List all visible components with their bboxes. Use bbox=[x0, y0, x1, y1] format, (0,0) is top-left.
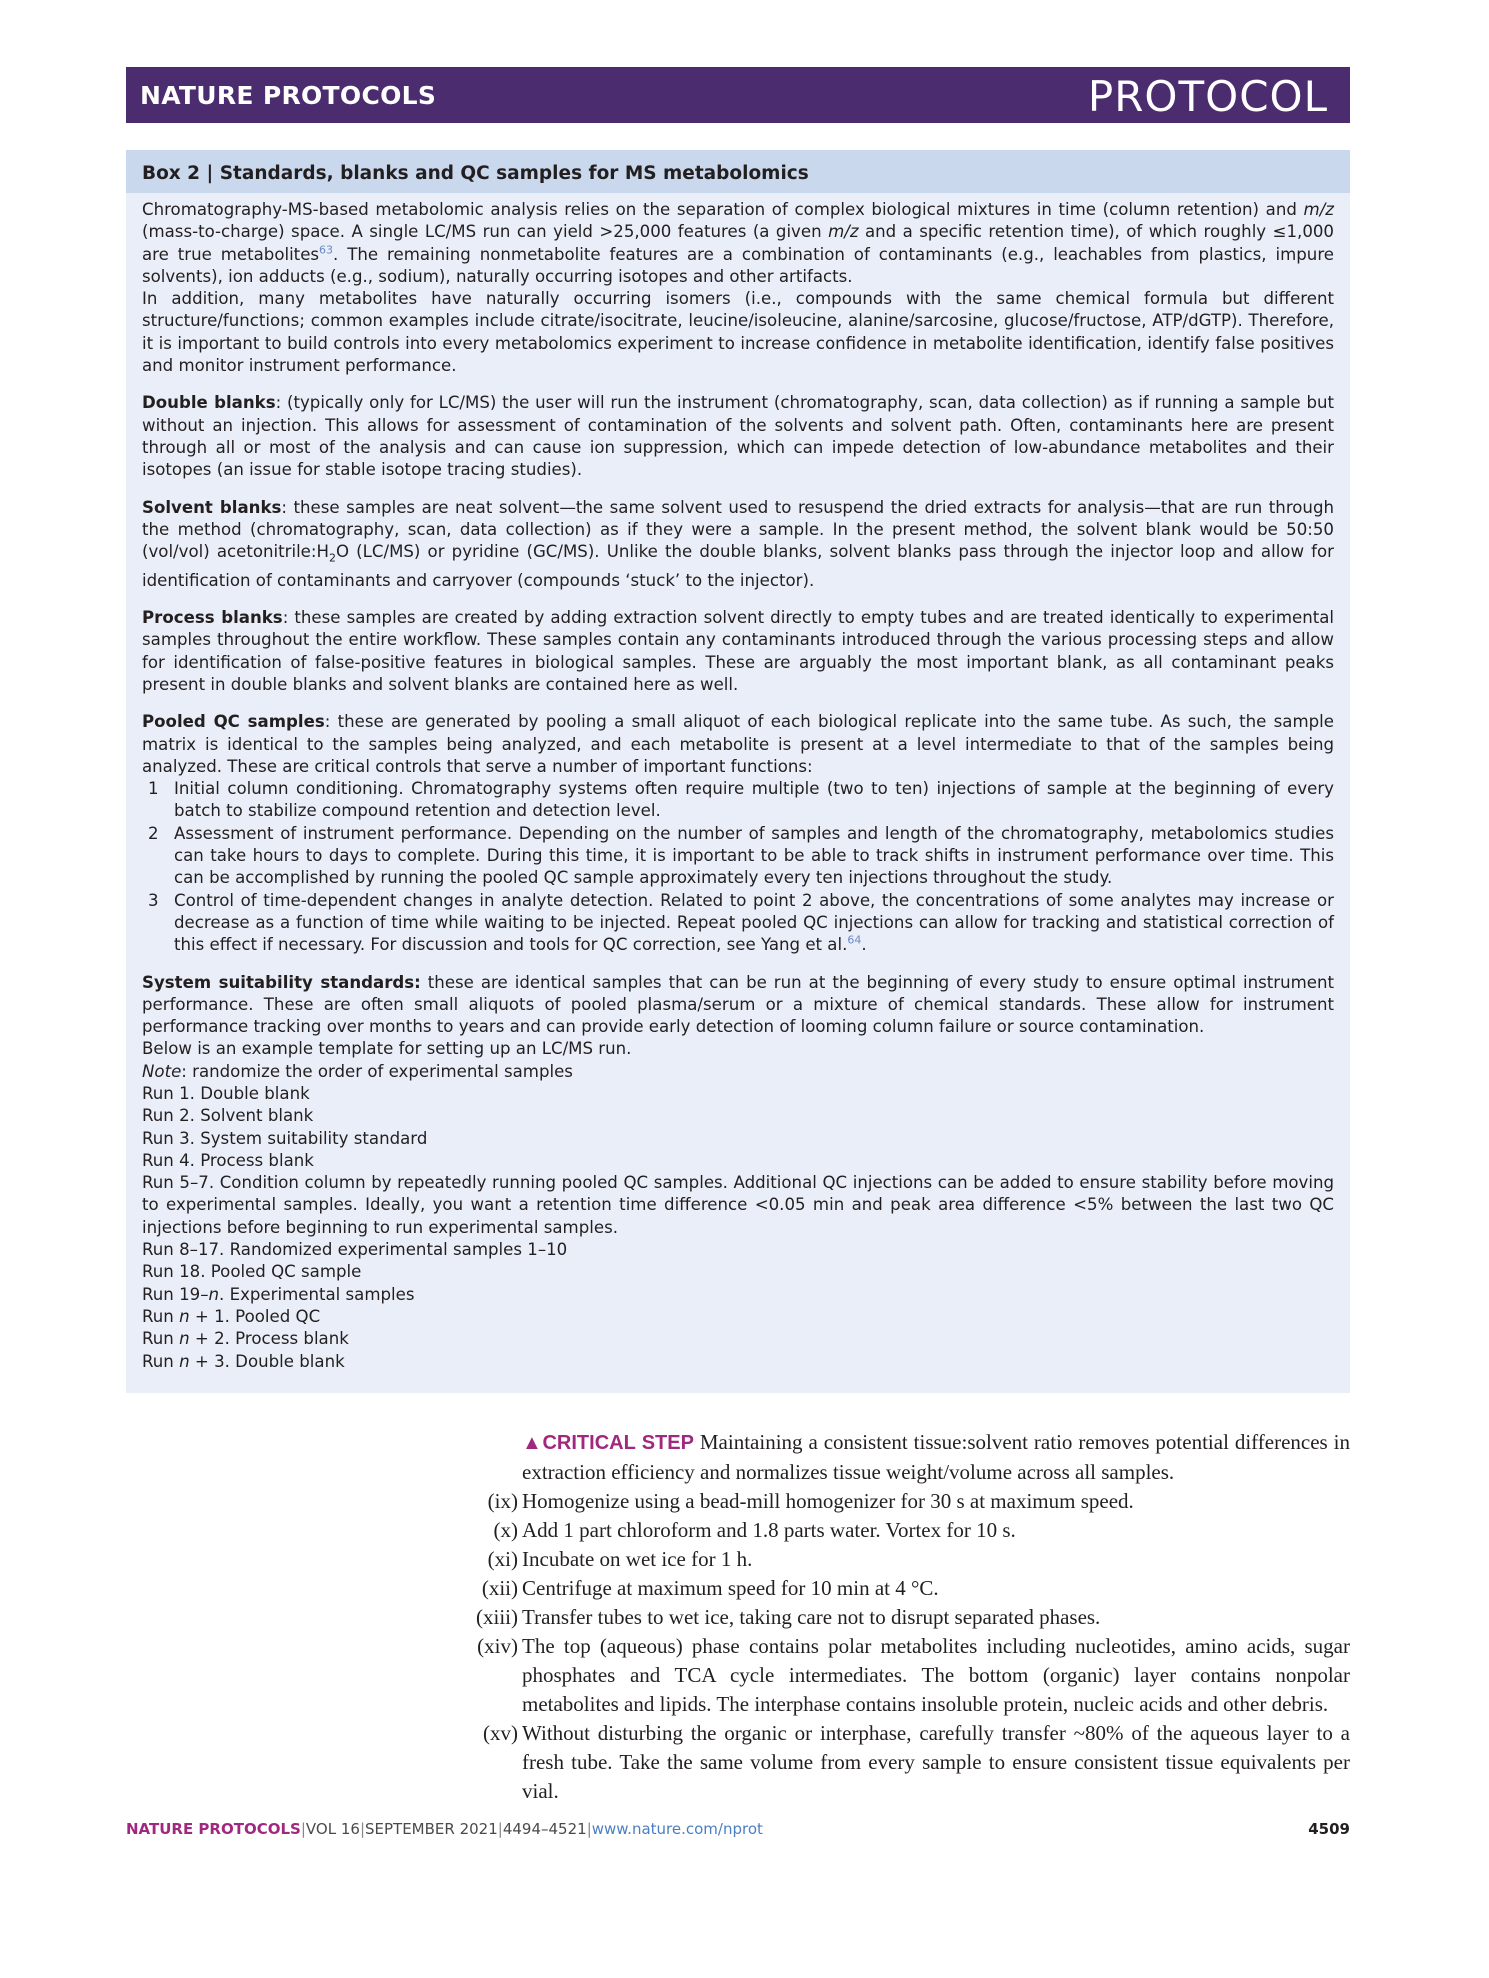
list-item: 2 Assessment of instrument performance. Depending on the number of samples and length of the chromatography, metabolomics studies can take hours to days to complete. During this time, it is important to be able to track shifts in instrument performance over time. This can be accomplished by running the pooled QC sample approximately every ten injections throughout the study. bbox=[148, 823, 1334, 888]
intro-paragraph-2: In addition, many metabolites have naturally occurring isomers (i.e., compounds with the same chemical formula but different structure/functions; common examples include citrate/isocitrate, leucine/isoleucine, alanine/sarcosine, glucose/fructose, ATP/dGTP). Therefore, it is important to build controls into every metabolomics experiment to increase confidence in metabolite identification, identify false positives and monitor instrument performance. bbox=[142, 289, 1334, 376]
reference-link[interactable]: 64 bbox=[847, 933, 862, 947]
box-content bbox=[126, 193, 1350, 1373]
box-2 bbox=[126, 150, 1350, 1393]
footer-journal: NATURE PROTOCOLS bbox=[126, 1820, 301, 1838]
journal-name: NATURE PROTOCOLS bbox=[140, 81, 437, 110]
run-item: Run n + 3. Double blank bbox=[142, 1351, 345, 1371]
intro-paragraph-1: Chromatography-MS-based metabolomic analysis relies on the separation of complex biological mixtures in time (column retention) and m/z (mass-to-charge) space. A single LC/MS run can yield >25,000 features (a given m/z and a specific retention time), of which roughly ≤1,000 are true metabolites$^{63}$. The remaining nonmetabolite features are a combination of contaminants (e.g., leachables from plastics, impure solvents), ion adducts (e.g., sodium), naturally occurring isotopes and other artifacts. bbox=[142, 200, 1334, 286]
triangle-icon: ▲ bbox=[522, 1432, 543, 1454]
footer-date: SEPTEMBER 2021 bbox=[365, 1820, 498, 1838]
run-item: Run n + 2. Process blank bbox=[142, 1329, 349, 1349]
process-blanks-paragraph: Process blanks: these samples are created by adding extraction solvent directly to empty tubes and are treated identically to experimental samples throughout the entire workflow. These samples contain any contaminants introduced through the various processing steps and allow for identification of false-positive features in biological samples. These are arguably the most important blank, as all contaminant peaks present in double blanks and solvent blanks are contained here as well. bbox=[142, 608, 1334, 694]
page-number: 4509 bbox=[1308, 1820, 1350, 1838]
run-item: Run n + 1. Pooled QC bbox=[142, 1306, 321, 1326]
list-item: 3 Control of time-dependent changes in analyte detection. Related to point 2 above, the concentrations of some analytes may increase or decrease as a function of time while waiting to be injected. Repeat pooled QC injections can allow for tracking and statistical correction of this effect if necessary. For discussion and tools for QC correction, see Yang et al.$^{64}$. bbox=[148, 890, 1334, 955]
template-intro: Below is an example template for setting up an LC/MS run. bbox=[142, 1039, 632, 1059]
footer-pages: 4494–4521 bbox=[502, 1820, 587, 1838]
run-item: Run 8–17. Randomized experimental samples 1–10 bbox=[142, 1240, 568, 1260]
run-item: Run 19–n. Experimental samples bbox=[142, 1284, 415, 1304]
box-title: Box 2 | Standards, blanks and QC samples for MS metabolomics bbox=[126, 150, 1350, 193]
system-suitability-paragraph: System suitability standards: these are identical samples that can be run at the beginning of every study to ensure optimal instrument performance. These are often small aliquots of pooled plasma/serum or a mixture of chemical standards. These allow for instrument performance tracking over months to years and can provide early detection of looming column failure or source contamination. bbox=[142, 972, 1334, 1037]
run-item: Run 4. Process blank bbox=[142, 1150, 314, 1170]
article-type: PROTOCOL bbox=[1087, 72, 1328, 121]
procedure-step: (xiii) Transfer tubes to wet ice, taking care not to disrupt separated phases. bbox=[476, 1605, 1101, 1629]
list-item: 1 Initial column conditioning. Chromatography systems often require multiple (two to ten) injections of sample at the beginning of every batch to stabilize compound retention and detection level. bbox=[148, 779, 1334, 821]
procedure-step: (ix) Homogenize using a bead-mill homogenizer for 30 s at maximum speed. bbox=[487, 1489, 1134, 1513]
run-list bbox=[142, 1083, 1334, 1373]
pooled-qc-list bbox=[142, 778, 1334, 956]
journal-header bbox=[126, 67, 1350, 123]
run-item: Run 1. Double blank bbox=[142, 1084, 310, 1103]
double-blanks-paragraph: Double blanks: (typically only for LC/MS) the user will run the instrument (chromatography, scan, data collection) as if running a sample but without an injection. This allows for assessment of contamination of the solvents and solvent path. Often, contaminants here are present through all or most of the analysis and can cause ion suppression, which can impede detection of low-abundance metabolites and their isotopes (an issue for stable isotope tracing studies). bbox=[142, 393, 1335, 480]
template-note: Note: randomize the order of experimental samples bbox=[142, 1061, 573, 1081]
pooled-qc-paragraph: Pooled QC samples: these are generated by pooling a small aliquot of each biological replicate into the same tube. As such, the sample matrix is identical to the samples being analyzed, and each metabolite is present at a level intermediate to that of the samples being analyzed. These are critical controls that serve a number of important functions: bbox=[142, 712, 1334, 776]
run-item: Run 5–7. Condition column by repeatedly running pooled QC samples. Additional QC injections can be added to ensure stability before moving to experimental samples. Ideally, you want a retention time difference <0.05 min and peak area difference <5% between the last two QC injections before beginning to run experimental samples. bbox=[142, 1173, 1334, 1237]
footer-volume: VOL 16 bbox=[305, 1820, 360, 1838]
procedure-step: (xv) Without disturbing the organic or interphase, carefully transfer ~80% of the aqueous layer to a fresh tube. Take the same volume from every sample to ensure consistent tissue equivalents per vial. bbox=[483, 1721, 1350, 1803]
procedure-steps bbox=[462, 1428, 1350, 1806]
critical-step-note: ▲CRITICAL STEP Maintaining a consistent tissue:solvent ratio removes potential differences in extraction efficiency and normalizes tissue weight/volume across all samples. bbox=[522, 1430, 1350, 1484]
run-item: Run 18. Pooled QC sample bbox=[142, 1262, 362, 1282]
procedure-step: (xiv) The top (aqueous) phase contains polar metabolites including nucleotides, amino acids, sugar phosphates and TCA cycle intermediates. The bottom (organic) layer contains nonpolar metabolites and lipids. The interphase contains insoluble protein, nucleic acids and other debris. bbox=[477, 1634, 1350, 1716]
page-footer: NATURE PROTOCOLS|VOL 16|SEPTEMBER 2021|4494–4521|www.nature.com/nprot 4509 bbox=[126, 1820, 1350, 1838]
reference-link[interactable]: 63 bbox=[319, 243, 334, 257]
journal-url-link[interactable]: www.nature.com/nprot bbox=[591, 1820, 763, 1838]
procedure-step: (xi) Incubate on wet ice for 1 h. bbox=[487, 1547, 753, 1571]
procedure-step: (xii) Centrifuge at maximum speed for 10 min at 4 °C. bbox=[481, 1576, 939, 1600]
run-item: Run 3. System suitability standard bbox=[142, 1128, 428, 1148]
critical-step-label: ▲CRITICAL STEP bbox=[522, 1432, 694, 1454]
solvent-blanks-paragraph: Solvent blanks: these samples are neat solvent—the same solvent used to resuspend the dried extracts for analysis—that are run through the method (chromatography, scan, data collection) as if they were a sample. In the present method, the solvent blank would be 50:50 (vol/vol) $acetonitrile:H_2O$ (LC/MS) or pyridine (GC/MS). Unlike the double blanks, solvent blanks pass through the injector loop and allow for identification of contaminants and carryover (compounds ‘stuck’ to the injector). bbox=[142, 497, 1335, 590]
run-item: Run 2. Solvent blank bbox=[142, 1106, 314, 1126]
procedure-step: (x) Add 1 part chloroform and 1.8 parts water. Vortex for 10 s. bbox=[493, 1518, 1016, 1542]
